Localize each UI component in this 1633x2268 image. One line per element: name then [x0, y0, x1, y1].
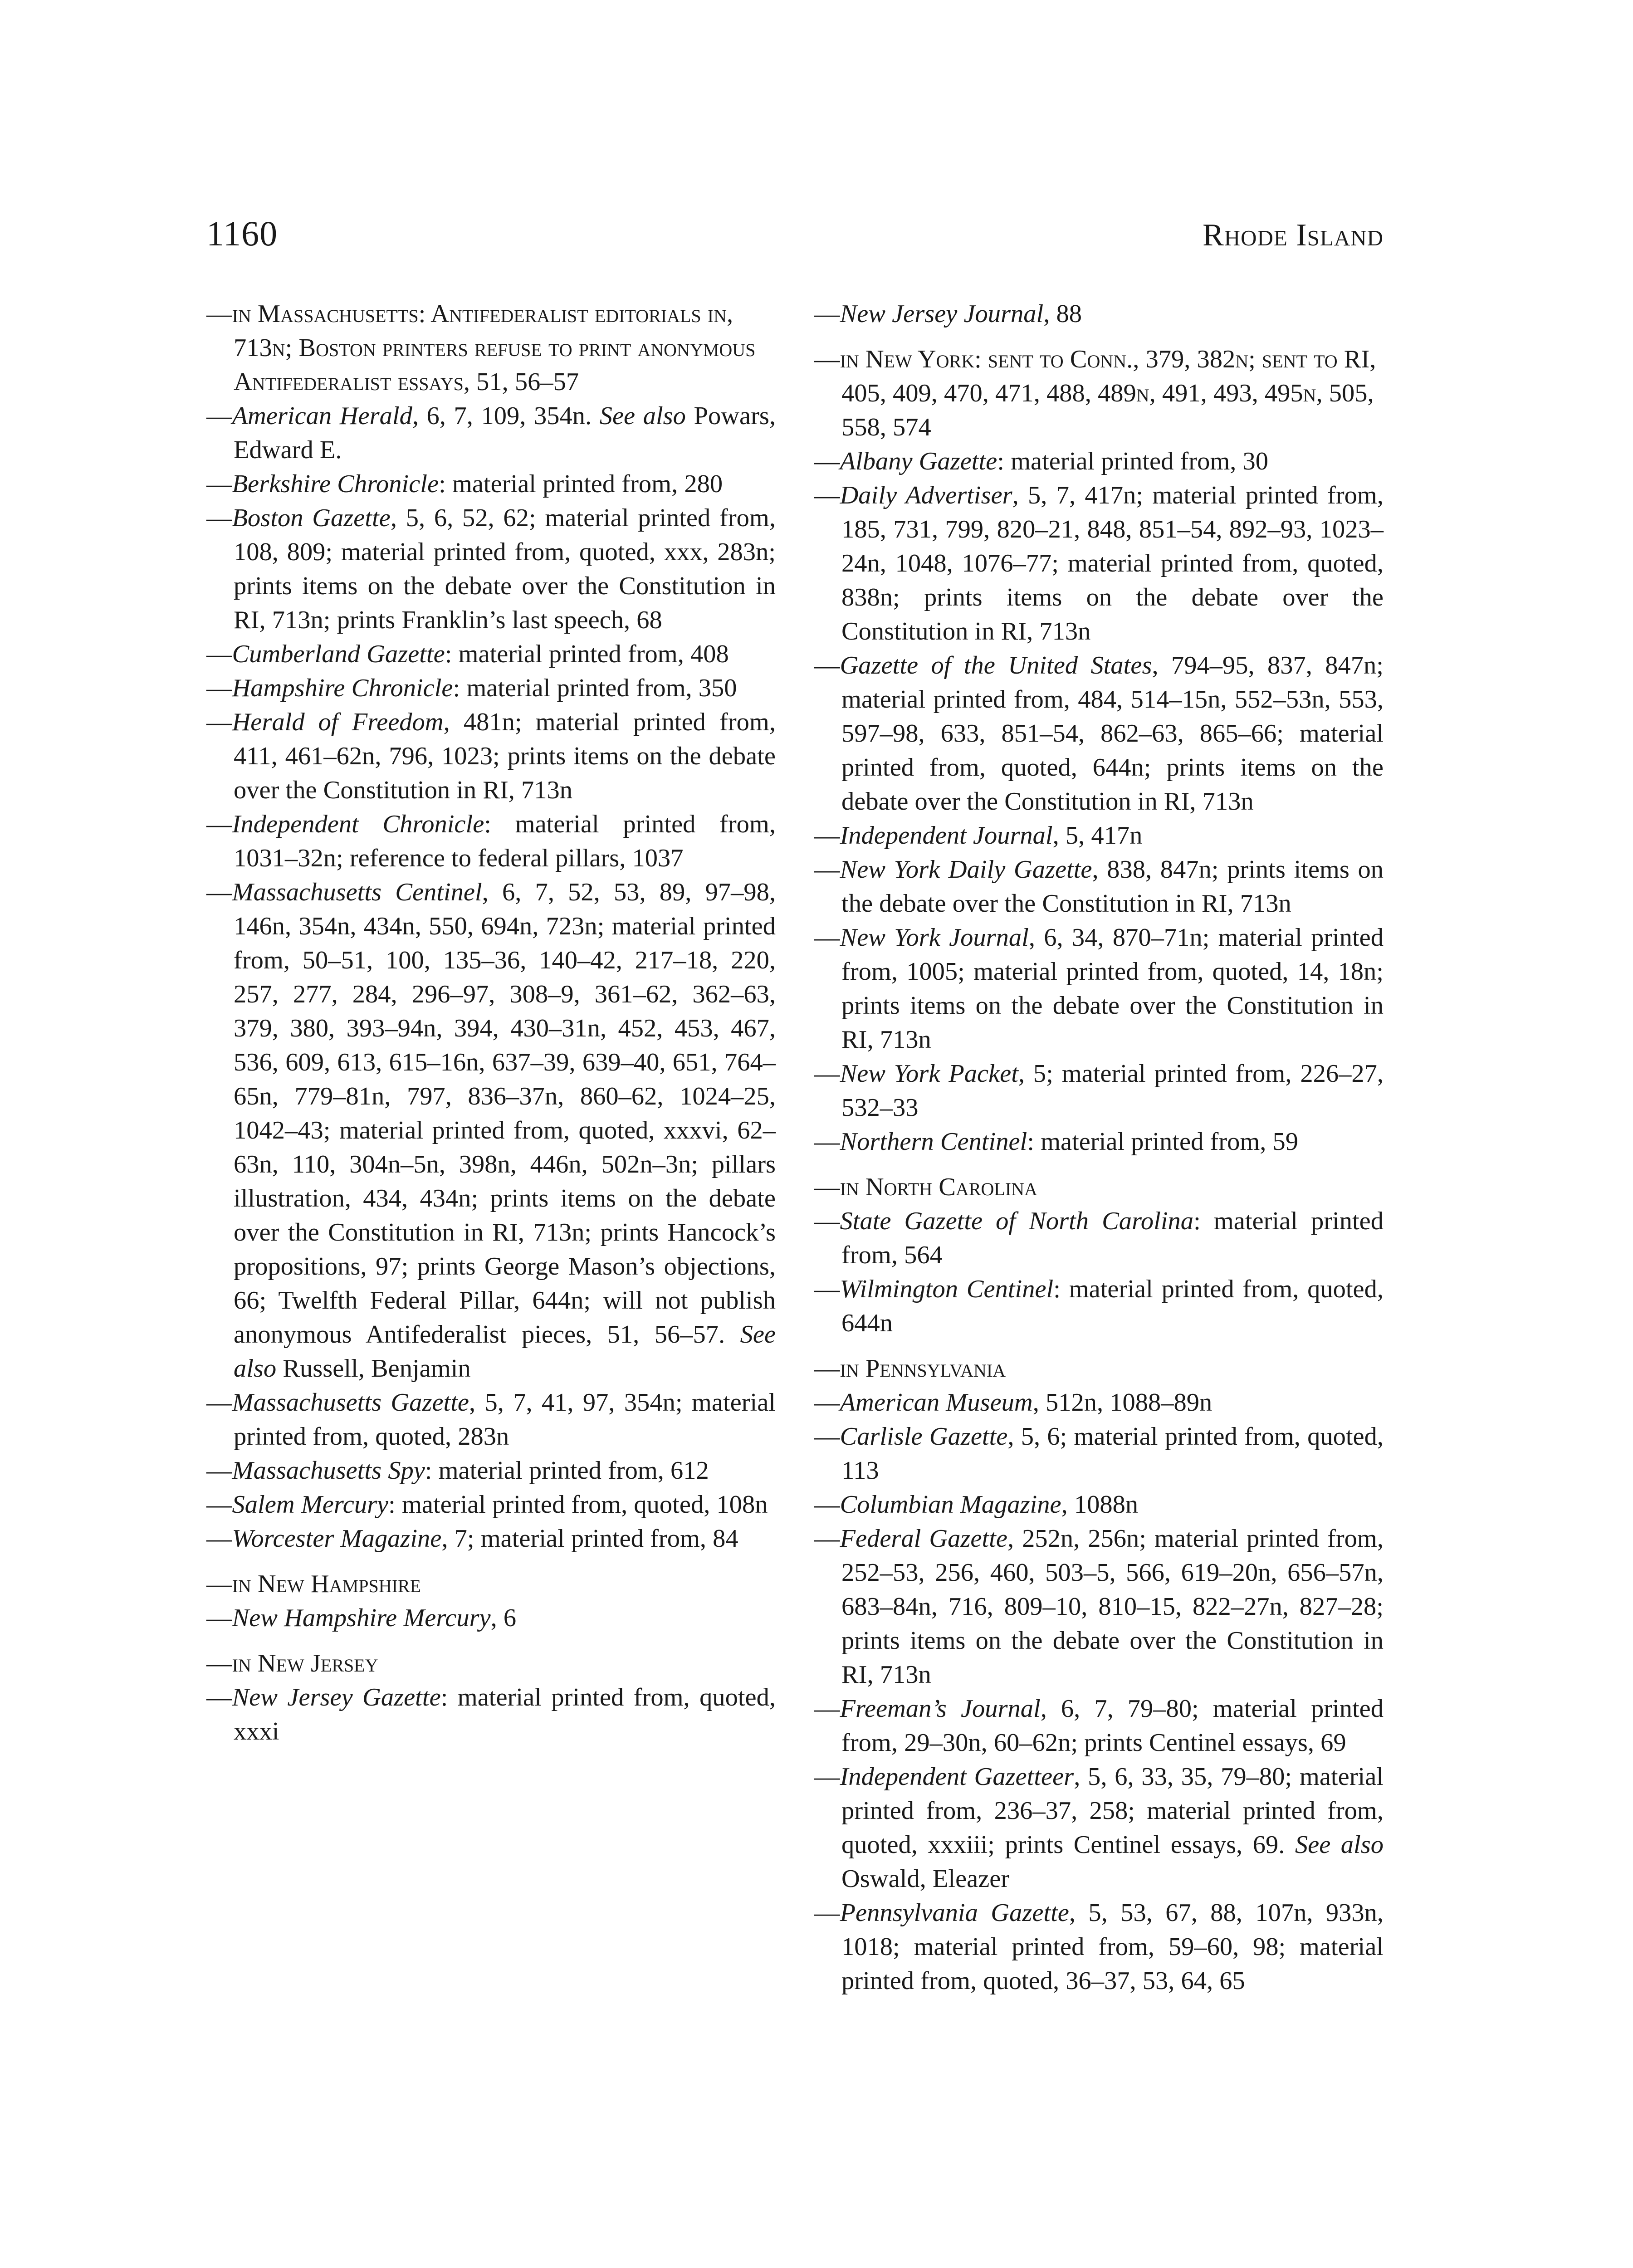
index-entry — [814, 819, 1384, 853]
entry-text: — — [814, 447, 840, 475]
entry-title: Independent Chronicle — [232, 810, 484, 838]
entry-text: : material printed from, 612 — [425, 1457, 709, 1485]
entry-text: , 5, 6, 33, 35, 79–80; material printed from, 236–37, 258; material printed from, quoted, xxxiii; prints Centinel essays, 69. — [841, 1763, 1384, 1859]
entry-text: — — [814, 1525, 840, 1553]
entry-text: — — [814, 821, 840, 850]
index-entry — [206, 1681, 776, 1749]
index-entry — [814, 1760, 1384, 1896]
index-entry — [814, 921, 1384, 1057]
entry-text: , 5, 7, 417n; material printed from, 185, 731, 799, 820–21, 848, 851–54, 892–93, 1023–24n, 1048, 1076–77; material printed from, quoted, 838n; prints items on the debate over the Constitution in RI, 713n — [841, 481, 1384, 645]
entry-text: — — [206, 674, 232, 702]
entry-text: — — [206, 810, 232, 838]
entry-title: Hampshire Chronicle — [232, 674, 453, 702]
index-entry — [814, 1272, 1384, 1340]
entry-text: — — [206, 504, 232, 532]
entry-text: — — [814, 1763, 840, 1791]
index-entry — [814, 1522, 1384, 1692]
entry-text: : Antifederalist editorials in, 713n; Boston printers refuse to print anonymous Antifederalist essays, 51, 56–57 — [234, 300, 756, 396]
entry-title: American Museum — [840, 1388, 1033, 1417]
entry-text: : sent to Conn., 379, 382n; sent to RI, 405, 409, 470, 471, 488, 489n, 491, 493, 495n, 505, 558, 574 — [841, 345, 1376, 441]
entry-text: — — [814, 1207, 840, 1235]
entry-text: : material printed from, 59 — [1027, 1128, 1299, 1156]
entry-text: — — [206, 878, 232, 906]
entry-title: Herald of Freedom — [232, 708, 444, 736]
entry-text: Powars, Edward E. — [234, 402, 776, 464]
entry-text: — — [814, 1388, 840, 1417]
entry-text: Russell, Benjamin — [276, 1354, 471, 1383]
entry-text: — — [814, 1422, 840, 1451]
entry-title: Independent Journal — [840, 821, 1053, 850]
entry-title: New York Journal — [840, 924, 1029, 952]
index-entry — [814, 1204, 1384, 1272]
right-index-column — [814, 297, 1384, 1998]
entry-title: Daily Advertiser — [840, 481, 1012, 509]
index-entry — [206, 875, 776, 1386]
entry-text: — — [814, 855, 840, 884]
entry-text: : material printed from, quoted, 108n — [388, 1491, 768, 1519]
index-entry — [814, 1896, 1384, 1998]
entry-text: , 5, 53, 67, 88, 107n, 933n, 1018; material printed from, 59–60, 98; material printed from, quoted, 36–37, 53, 64, 65 — [841, 1899, 1384, 1995]
page-number: 1160 — [206, 214, 278, 253]
entry-text: , 5, 417n — [1052, 821, 1143, 850]
entry-text: , 5; material printed from, 226–27, 532–33 — [841, 1060, 1384, 1122]
entry-title: Salem Mercury — [232, 1491, 389, 1519]
entry-text: — — [206, 1683, 232, 1711]
index-entry — [206, 1522, 776, 1556]
entry-text: — — [206, 1457, 232, 1485]
entry-title: Boston Gazette — [232, 504, 391, 532]
entry-title: See also — [1295, 1831, 1384, 1859]
entry-text: , 6, 7, 52, 53, 89, 97–98, 146n, 354n, 434n, 550, 694n, 723n; material printed from, 50–51, 100, 135–36, 140–42, 217–18, 220, 257, 277, 284, 296–97, 308–9, 361–62, 362–63, 379, 380, 393–94n, 394, 430–31n, 452, 453, 467, 536, 609, 613, 615–16n, 637–39, 639–40, 651, 764–65n, 779–81n, 797, 836–37n, 860–62, 1024–25, 1042–43; material printed from, quoted, xxxvi, 62–63n, 110, 304n–5n, 398n, 446n, 502n–3n; pillars illustration, 434, 434n; prints items on the debate over the Constitution in RI, 713n; prints Hancock’s propositions, 97; prints George Mason’s objections, 66; Twelfth Federal Pillar, 644n; will not publish anonymous Antifederalist pieces, 51, 56–57. — [234, 878, 776, 1349]
entry-title: Columbian Magazine — [840, 1491, 1061, 1519]
entry-text: , 6, 34, 870–71n; material printed from, 1005; material printed from, quoted, 14, 18n; prints items on the debate over the Constitution in RI, 713n — [841, 924, 1384, 1054]
section-label: —in New York — [814, 345, 975, 373]
section-label: —in North Carolina — [814, 1173, 1037, 1201]
entry-text: — — [814, 924, 840, 952]
running-head: Rhode Island — [1203, 218, 1384, 253]
index-section-heading — [206, 1567, 776, 1601]
index-entry — [814, 853, 1384, 921]
entry-text: , 7; material printed from, 84 — [441, 1525, 738, 1553]
entry-text: , 5, 6, 52, 62; material printed from, 108, 809; material printed from, quoted, xxx, 283n; prints items on the debate over the Constitution in RI, 713n; prints Franklin’s last speech, 68 — [234, 504, 776, 634]
entry-title: Freeman’s Journal — [840, 1695, 1041, 1723]
entry-text: — — [814, 1491, 840, 1519]
entry-title: Massachusetts Centinel — [232, 878, 482, 906]
entry-text: — — [814, 651, 840, 679]
entry-text: , 6, 7, 109, 354n. — [412, 402, 600, 430]
index-section-heading — [206, 297, 776, 399]
left-index-column — [206, 297, 776, 1749]
entry-title: New York Packet — [840, 1060, 1018, 1088]
page-header — [206, 213, 1384, 263]
entry-text: — — [206, 1491, 232, 1519]
section-label: —in New Hampshire — [206, 1570, 421, 1598]
entry-title: Berkshire Chronicle — [232, 470, 439, 498]
section-label: —in New Jersey — [206, 1649, 378, 1677]
entry-text: , 5, 7, 41, 97, 354n; material printed from, quoted, 283n — [234, 1388, 776, 1451]
entry-title: Massachusetts Gazette — [232, 1388, 469, 1417]
index-entry — [206, 637, 776, 671]
index-entry — [814, 1488, 1384, 1522]
entry-text: — — [206, 470, 232, 498]
entry-text: — — [206, 402, 232, 430]
entry-title: Cumberland Gazette — [232, 640, 445, 668]
entry-text: , 6, 7, 79–80; material printed from, 29–30n, 60–62n; prints Centinel essays, 69 — [841, 1695, 1384, 1757]
entry-title: Carlisle Gazette — [840, 1422, 1008, 1451]
section-label: —in Pennsylvania — [814, 1354, 1006, 1383]
index-entry — [206, 807, 776, 875]
entry-text: Oswald, Eleazer — [841, 1865, 1010, 1893]
index-entry — [814, 1125, 1384, 1159]
index-entry — [814, 1386, 1384, 1420]
index-entry — [814, 297, 1384, 331]
index-section-heading — [814, 342, 1384, 445]
entry-text: — — [206, 1388, 232, 1417]
entry-text: : material printed from, quoted, xxxi — [234, 1683, 776, 1745]
entry-text: — — [206, 1525, 232, 1553]
index-entry — [814, 1420, 1384, 1488]
entry-text: , 512n, 1088–89n — [1032, 1388, 1213, 1417]
entry-title: Federal Gazette — [840, 1525, 1007, 1553]
entry-text: — — [206, 1604, 232, 1632]
entry-text: — — [206, 640, 232, 668]
entry-title: New Jersey Gazette — [232, 1683, 441, 1711]
entry-text: , 481n; material printed from, 411, 461–62n, 796, 1023; prints items on the debate over the Constitution in RI, 713n — [234, 708, 776, 804]
entry-title: Independent Gazetteer — [840, 1763, 1074, 1791]
entry-text: : material printed from, 350 — [453, 674, 737, 702]
entry-text: , 5, 6; material printed from, quoted, 113 — [841, 1422, 1384, 1485]
section-label: —in Massachusetts — [206, 300, 419, 328]
entry-text: — — [814, 1275, 840, 1303]
index-section-heading — [206, 1647, 776, 1681]
index-entry — [814, 479, 1384, 649]
index-entry — [206, 501, 776, 637]
entry-title: See also — [234, 1320, 776, 1383]
entry-text: : material printed from, 30 — [997, 447, 1269, 475]
entry-text: : material printed from, 408 — [445, 640, 729, 668]
index-entry — [814, 445, 1384, 479]
entry-title: See also — [599, 402, 686, 430]
index-entry — [206, 705, 776, 807]
index-section-heading — [814, 1170, 1384, 1204]
entry-title: Pennsylvania Gazette — [840, 1899, 1069, 1927]
index-section-heading — [814, 1352, 1384, 1386]
entry-text: : material printed from, 1031–32n; reference to federal pillars, 1037 — [234, 810, 776, 872]
entry-title: Gazette of the United States — [840, 651, 1152, 679]
entry-text: , 838, 847n; prints items on the debate over the Constitution in RI, 713n — [841, 855, 1384, 918]
entry-text: — — [206, 708, 232, 736]
entry-text: , 794–95, 837, 847n; material printed from, 484, 514–15n, 552–53n, 553, 597–98, 633, 851–54, 862–63, 865–66; material printed from, quoted, 644n; prints items on the debate over the Constitution in RI, 713n — [841, 651, 1384, 816]
index-entry — [206, 1601, 776, 1635]
entry-text: — — [814, 1899, 840, 1927]
entry-text: — — [814, 1060, 840, 1088]
index-entry — [206, 1488, 776, 1522]
entry-title: Worcester Magazine — [232, 1525, 442, 1553]
entry-title: Wilmington Centinel — [840, 1275, 1054, 1303]
entry-text: — — [814, 1128, 840, 1156]
entry-text: — — [814, 300, 840, 328]
index-entry — [814, 649, 1384, 819]
index-entry — [206, 1386, 776, 1454]
entry-title: American Herald — [232, 402, 412, 430]
index-entry — [206, 467, 776, 501]
entry-text: , 1088n — [1061, 1491, 1139, 1519]
entry-text: , 88 — [1043, 300, 1082, 328]
entry-title: State Gazette of North Carolina — [840, 1207, 1194, 1235]
index-entry — [814, 1057, 1384, 1125]
entry-title: New Jersey Journal — [840, 300, 1044, 328]
index-entry — [206, 399, 776, 467]
entry-text: , 252n, 256n; material printed from, 252–53, 256, 460, 503–5, 566, 619–20n, 656–57n, 683–84n, 716, 809–10, 810–15, 822–27n, 827–28; prints items on the debate over the Constitution in RI, 713n — [841, 1525, 1384, 1689]
entry-text: — — [814, 481, 840, 509]
entry-text: : material printed from, quoted, 644n — [841, 1275, 1384, 1337]
entry-title: Northern Centinel — [840, 1128, 1027, 1156]
entry-text: : material printed from, 564 — [841, 1207, 1384, 1269]
entry-text: — — [814, 1695, 840, 1723]
index-entry — [814, 1692, 1384, 1760]
entry-text: : material printed from, 280 — [439, 470, 723, 498]
entry-title: Massachusetts Spy — [232, 1457, 425, 1485]
index-entry — [206, 671, 776, 705]
index-entry — [206, 1454, 776, 1488]
entry-title: New Hampshire Mercury — [232, 1604, 491, 1632]
entry-title: Albany Gazette — [840, 447, 997, 475]
entry-title: New York Daily Gazette — [840, 855, 1092, 884]
entry-text: , 6 — [490, 1604, 517, 1632]
